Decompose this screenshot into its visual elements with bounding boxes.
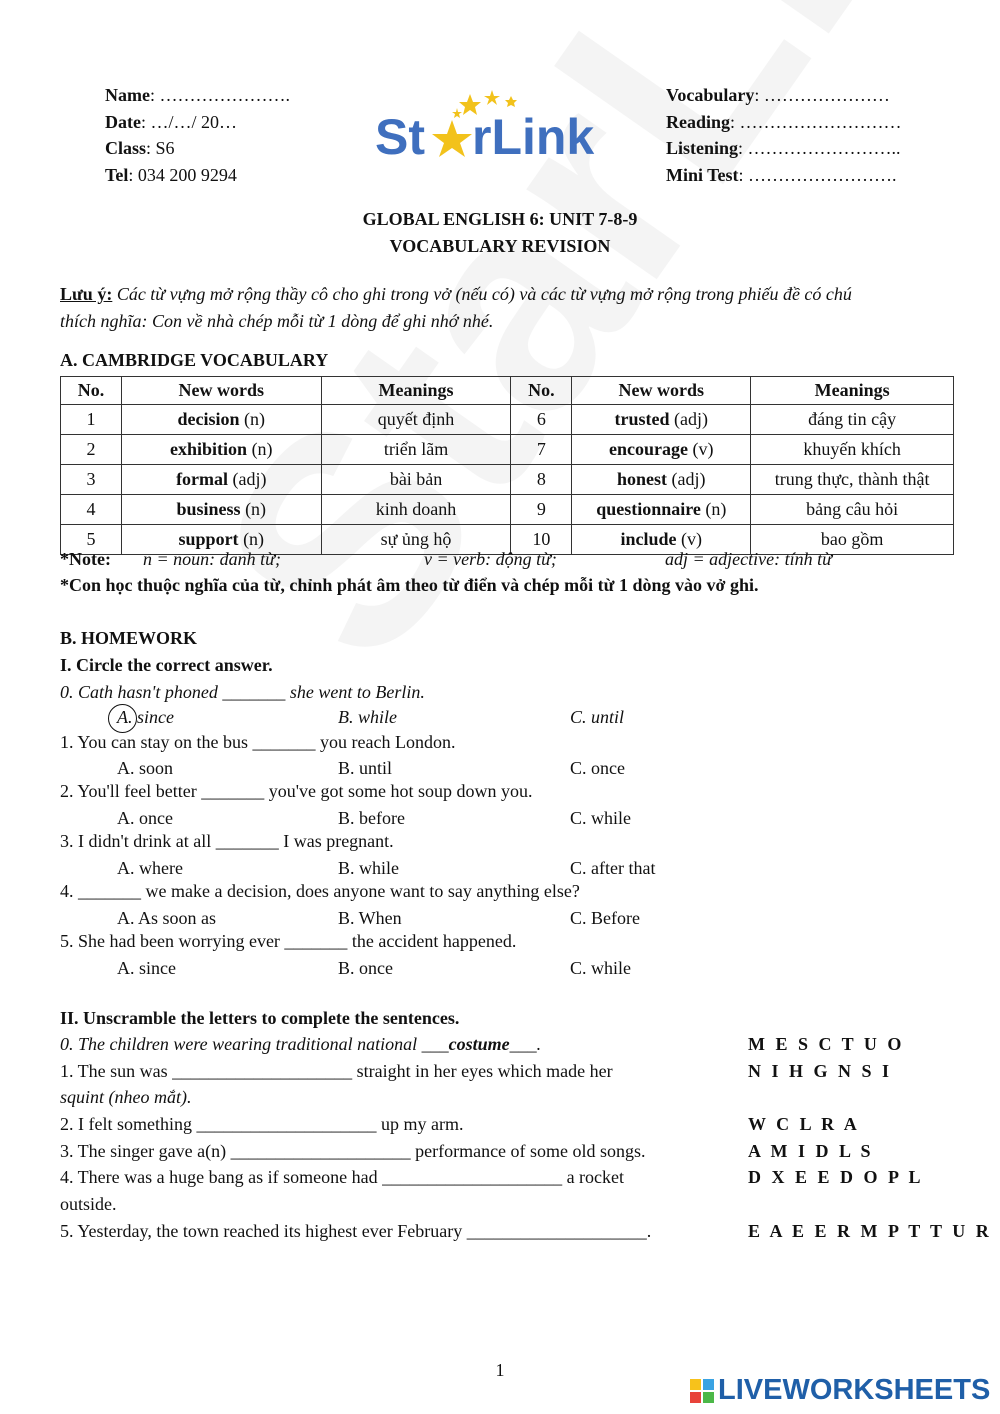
cell-no: 7 <box>511 435 572 465</box>
option-a-5[interactable]: A. since <box>117 958 176 978</box>
option-b-2[interactable]: B. before <box>338 808 405 828</box>
page-subtitle: VOCABULARY REVISION <box>389 236 611 256</box>
date-field[interactable]: Date: …/…/ 20… <box>105 111 237 132</box>
scrambled-letters-4: D X E E D O P L <box>748 1167 924 1187</box>
vocabulary-table <box>60 376 954 555</box>
cell-meaning: bao gồm <box>751 525 954 555</box>
scramble-sentence-1[interactable]: 1. The sun was ____________________ straight in her eyes which made her <box>60 1061 613 1081</box>
cell-meaning: sự ủng hộ <box>321 525 511 555</box>
question-4: 4. _______ we make a decision, does anyone want to say anything else? <box>60 881 580 901</box>
note-adjective: adj = adjective: tính từ <box>665 549 832 569</box>
note-label: Lưu ý: <box>60 284 113 304</box>
scrambled-letters-1: N I H G N S I <box>748 1061 893 1081</box>
option-c-0[interactable]: C. until <box>570 707 625 727</box>
option-b-5[interactable]: B. once <box>338 958 393 978</box>
col-header: New words <box>572 377 751 405</box>
cell-word: business (n) <box>121 495 321 525</box>
cell-meaning: bài bản <box>321 465 511 495</box>
cell-meaning: quyết định <box>321 405 511 435</box>
col-header: New words <box>121 377 321 405</box>
page-number: 1 <box>495 1360 505 1380</box>
student-info <box>105 82 290 188</box>
scrambled-letters-0: M E S C T U O <box>748 1034 905 1054</box>
cell-meaning: đáng tin cậy <box>751 405 954 435</box>
col-header: No. <box>61 377 122 405</box>
option-c-4[interactable]: C. Before <box>570 908 640 928</box>
scramble-sentence-4-cont: outside. <box>60 1194 117 1214</box>
liveworksheets-logo[interactable] <box>690 1374 990 1408</box>
option-a-2[interactable]: A. once <box>117 808 173 828</box>
note-text-1: Các từ vựng mở rộng thầy cô cho ghi trong vở (nếu có) và các từ vựng mở rộng trong phiếu đề có chú <box>112 284 852 304</box>
table-row <box>61 495 954 525</box>
option-b-4[interactable]: B. When <box>338 908 402 928</box>
example-answer: costume <box>448 1034 510 1054</box>
cell-meaning: khuyến khích <box>751 435 954 465</box>
svg-text:St: St <box>375 109 425 165</box>
option-b-3[interactable]: B. while <box>338 858 399 878</box>
note-label: *Note: <box>60 549 111 569</box>
starlink-logo <box>375 88 605 168</box>
answer-circle-icon <box>108 704 137 733</box>
cell-no: 8 <box>511 465 572 495</box>
option-c-3[interactable]: C. after that <box>570 858 656 878</box>
cell-no: 4 <box>61 495 122 525</box>
reading-score-field[interactable]: Reading: ……………………… <box>666 111 902 132</box>
scramble-sentence-4[interactable]: 4. There was a huge bang as if someone had ____________________ a rocket <box>60 1167 625 1187</box>
cell-word: formal (adj) <box>121 465 321 495</box>
liveworksheets-text: LIVEWORKSHEETS <box>718 1374 991 1406</box>
tel-field: Tel: 034 200 9294 <box>105 164 237 185</box>
section-b-heading: B. HOMEWORK <box>60 628 198 648</box>
svg-text:rLink: rLink <box>472 109 595 165</box>
name-field[interactable]: Name: …………………. <box>105 85 290 105</box>
class-field: Class: S6 <box>105 138 175 158</box>
cell-word: honest (adj) <box>572 465 751 495</box>
question-5: 5. She had been worrying ever _______ the accident happened. <box>60 931 517 951</box>
option-c-2[interactable]: C. while <box>570 808 631 828</box>
cell-no: 3 <box>61 465 122 495</box>
option-a-0-selected[interactable]: A. since <box>117 707 174 728</box>
scramble-sentence-5[interactable]: 5. Yesterday, the town reached its highest ever February ____________________. <box>60 1221 652 1241</box>
option-c-5[interactable]: C. while <box>570 958 631 978</box>
table-row <box>61 435 954 465</box>
cell-word: include (v) <box>572 525 751 555</box>
cell-meaning: trung thực, thành thật <box>751 465 954 495</box>
option-b-1[interactable]: B. until <box>338 758 393 778</box>
page-title: GLOBAL ENGLISH 6: UNIT 7-8-9 <box>362 209 638 229</box>
col-header: Meanings <box>321 377 511 405</box>
logo-stars-icon <box>375 88 605 168</box>
cell-word: encourage (v) <box>572 435 751 465</box>
option-b-0[interactable]: B. while <box>338 707 397 727</box>
option-a-3[interactable]: A. where <box>117 858 183 878</box>
cell-no: 1 <box>61 405 122 435</box>
question-3: 3. I didn't drink at all _______ I was pregnant. <box>60 831 394 851</box>
note-paragraph <box>60 284 852 305</box>
liveworksheets-icon <box>690 1379 714 1403</box>
note-text-2: thích nghĩa: Con về nhà chép mỗi từ 1 dòng để ghi nhớ nhé. <box>60 311 494 331</box>
note-verb: v = verb: động từ; <box>424 549 557 569</box>
table-row <box>61 405 954 435</box>
part-2-heading: II. Unscramble the letters to complete the sentences. <box>60 1008 460 1028</box>
question-0: 0. Cath hasn't phoned _______ she went to Berlin. <box>60 682 425 702</box>
cell-no: 10 <box>511 525 572 555</box>
cell-meaning: bảng câu hỏi <box>751 495 954 525</box>
col-header: Meanings <box>751 377 954 405</box>
cell-no: 5 <box>61 525 122 555</box>
scramble-sentence-1-cont: squint (nheo mắt). <box>60 1087 192 1107</box>
option-a-1[interactable]: A. soon <box>117 758 174 778</box>
part-1-heading: I. Circle the correct answer. <box>60 655 273 675</box>
cell-meaning: kinh doanh <box>321 495 511 525</box>
note-noun: n = noun: danh từ; <box>143 549 281 569</box>
option-c-1[interactable]: C. once <box>570 758 625 778</box>
listening-score-field[interactable]: Listening: …………………….. <box>666 138 901 158</box>
option-a-4[interactable]: A. As soon as <box>117 908 217 928</box>
mini-test-score-field[interactable]: Mini Test: ……………………. <box>666 164 897 185</box>
table-row <box>61 465 954 495</box>
cell-no: 9 <box>511 495 572 525</box>
cell-meaning: triển lãm <box>321 435 511 465</box>
scramble-sentence-0: 0. The children were wearing traditional national ___costume___. <box>60 1034 542 1054</box>
study-reminder: *Con học thuộc nghĩa của từ, chỉnh phát âm theo từ điển và chép mỗi từ 1 dòng vào vở ghi. <box>60 575 759 595</box>
scramble-sentence-2[interactable]: 2. I felt something ____________________ up my arm. <box>60 1114 464 1134</box>
scramble-sentence-3[interactable]: 3. The singer gave a(n) ____________________ performance of some old songs. <box>60 1141 646 1161</box>
table-header-row <box>61 377 954 405</box>
cell-no: 6 <box>511 405 572 435</box>
col-header: No. <box>511 377 572 405</box>
cell-word: decision (n) <box>121 405 321 435</box>
vocabulary-score-field[interactable]: Vocabulary: ………………… <box>666 85 890 105</box>
scrambled-letters-5: E A E E R M P T T U R <box>748 1221 992 1241</box>
scrambled-letters-3: A M I D L S <box>748 1141 874 1161</box>
scrambled-letters-2: W C L R A <box>748 1114 860 1134</box>
cell-word: trusted (adj) <box>572 405 751 435</box>
cell-word: support (n) <box>121 525 321 555</box>
cell-word: exhibition (n) <box>121 435 321 465</box>
question-1: 1. You can stay on the bus _______ you reach London. <box>60 732 456 752</box>
cell-no: 2 <box>61 435 122 465</box>
score-info <box>666 82 902 188</box>
question-2: 2. You'll feel better _______ you've got some hot soup down you. <box>60 781 533 801</box>
cell-word: questionnaire (n) <box>572 495 751 525</box>
section-a-heading: A. CAMBRIDGE VOCABULARY <box>60 350 329 370</box>
